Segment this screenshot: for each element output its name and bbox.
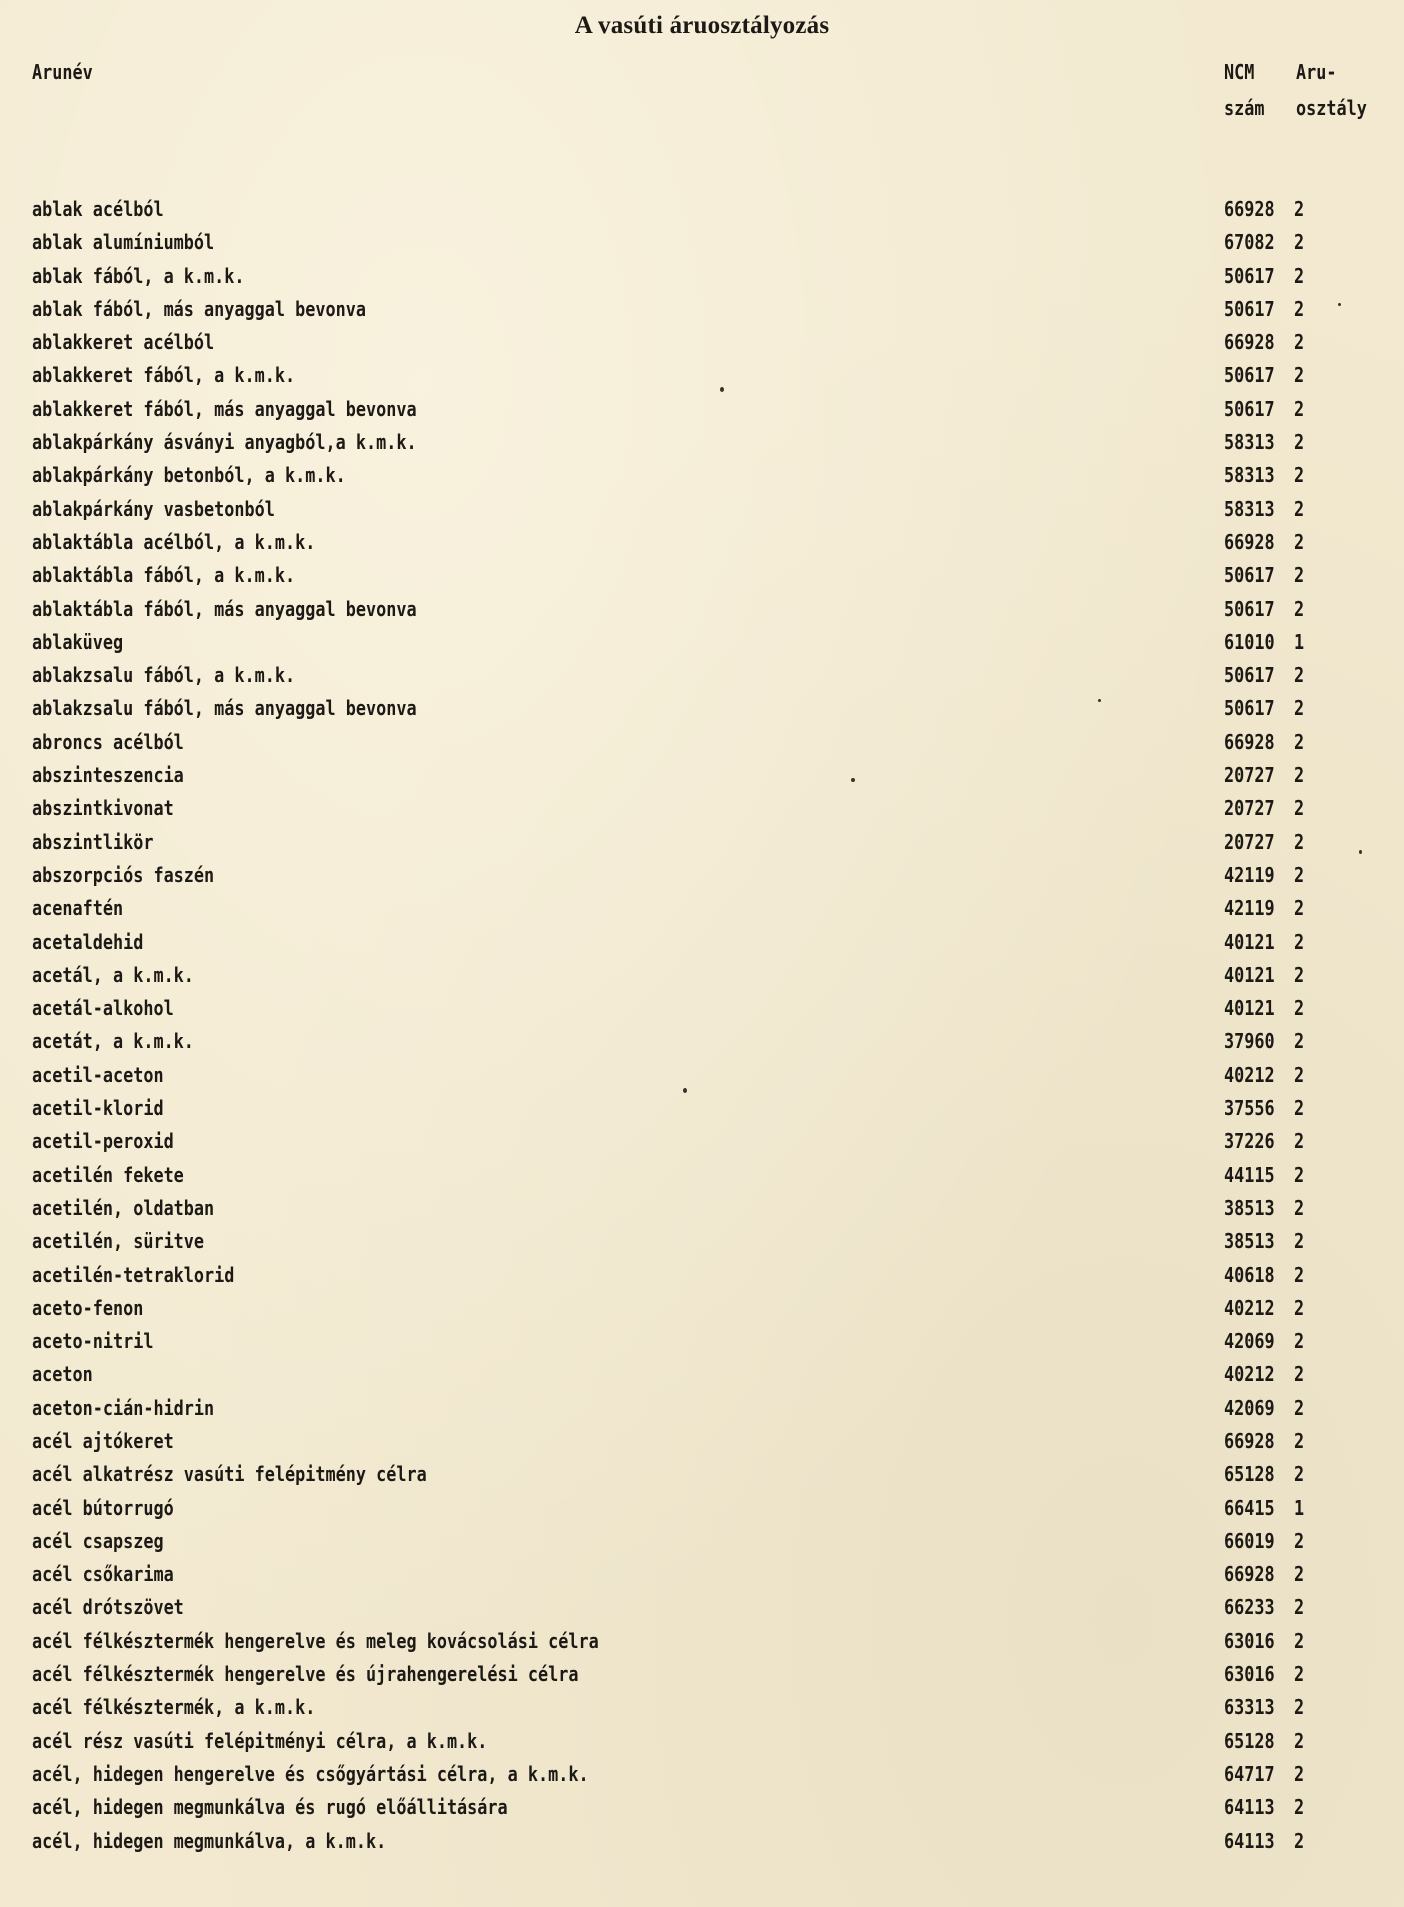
- list-item: [0, 826, 1404, 859]
- goods-name: ablakpárkány betonból, a k.m.k.: [32, 463, 346, 488]
- list-item: [0, 759, 1404, 792]
- goods-class: 2: [1294, 1262, 1305, 1287]
- goods-class: 2: [1294, 1761, 1305, 1786]
- ncm-number: 58313: [1224, 496, 1275, 521]
- print-speck: [1338, 303, 1341, 306]
- goods-class: 2: [1294, 596, 1305, 621]
- goods-class: 2: [1294, 563, 1305, 588]
- print-speck: [1098, 699, 1101, 702]
- goods-name: acetilén, süritve: [32, 1229, 205, 1254]
- goods-name: abszintkivonat: [32, 796, 174, 821]
- goods-name: ablakkeret fából, más anyaggal bevonva: [32, 396, 417, 421]
- goods-class: 2: [1294, 1562, 1305, 1587]
- list-item: [0, 1358, 1404, 1391]
- list-item: [0, 626, 1404, 659]
- ncm-number: 50617: [1224, 696, 1275, 721]
- ncm-number: 65128: [1224, 1728, 1275, 1753]
- list-item: [0, 1425, 1404, 1458]
- goods-name: acél drótszövet: [32, 1595, 184, 1620]
- list-item: [0, 1325, 1404, 1358]
- column-header-ncm-line2: szám: [1224, 96, 1265, 120]
- goods-class: 2: [1294, 729, 1305, 754]
- goods-class: 2: [1294, 1662, 1305, 1687]
- list-item: [0, 1591, 1404, 1624]
- goods-name: ablakkeret fából, a k.m.k.: [32, 363, 296, 388]
- goods-name: acél csapszeg: [32, 1528, 164, 1553]
- goods-name: acél ajtókeret: [32, 1428, 174, 1453]
- goods-class: 2: [1294, 896, 1305, 921]
- list-item: [0, 692, 1404, 725]
- list-item: [0, 493, 1404, 526]
- goods-class: 2: [1294, 1295, 1305, 1320]
- list-item: [0, 992, 1404, 1025]
- ncm-number: 63313: [1224, 1695, 1275, 1720]
- column-header-ncm: NCM: [1224, 60, 1255, 84]
- goods-class: 2: [1294, 496, 1305, 521]
- list-item: [0, 193, 1404, 226]
- ncm-number: 38513: [1224, 1195, 1275, 1220]
- goods-class: 2: [1294, 363, 1305, 388]
- goods-name: ablaktábla acélból, a k.m.k.: [32, 529, 316, 554]
- list-item: [0, 1558, 1404, 1591]
- list-item: [0, 459, 1404, 492]
- goods-name: acetilén, oldatban: [32, 1195, 215, 1220]
- ncm-number: 58313: [1224, 463, 1275, 488]
- ncm-number: 66928: [1224, 330, 1275, 355]
- goods-name: abroncs acélból: [32, 729, 184, 754]
- ncm-number: 40121: [1224, 962, 1275, 987]
- list-item: [0, 226, 1404, 259]
- ncm-number: 67082: [1224, 230, 1275, 255]
- print-speck: [851, 778, 855, 782]
- goods-name: acetilén fekete: [32, 1162, 184, 1187]
- goods-class: 2: [1294, 796, 1305, 821]
- page-title: A vasúti áruosztályozás: [574, 12, 830, 39]
- goods-class: 2: [1294, 1395, 1305, 1420]
- goods-class: 2: [1294, 330, 1305, 355]
- goods-class: 2: [1294, 1462, 1305, 1487]
- goods-class: 2: [1294, 829, 1305, 854]
- ncm-number: 66233: [1224, 1595, 1275, 1620]
- goods-name: ablaktábla fából, más anyaggal bevonva: [32, 596, 417, 621]
- list-item: [0, 659, 1404, 692]
- list-item: [0, 526, 1404, 559]
- ncm-number: 66019: [1224, 1528, 1275, 1553]
- ncm-number: 50617: [1224, 363, 1275, 388]
- goods-name: ablak acélból: [32, 197, 164, 221]
- goods-class: 2: [1294, 929, 1305, 954]
- goods-class: 2: [1294, 1195, 1305, 1220]
- list-item: [0, 859, 1404, 892]
- list-item: [0, 326, 1404, 359]
- goods-name: ablakpárkány vasbetonból: [32, 496, 275, 521]
- list-item: [0, 1492, 1404, 1525]
- goods-class: 2: [1294, 1795, 1305, 1820]
- list-item: [0, 1192, 1404, 1225]
- goods-class: 2: [1294, 296, 1305, 321]
- list-item: [0, 1725, 1404, 1758]
- ncm-number: 44115: [1224, 1162, 1275, 1187]
- list-item: [0, 293, 1404, 326]
- goods-name: acél, hidegen megmunkálva, a k.m.k.: [32, 1828, 387, 1853]
- list-item: [0, 1791, 1404, 1824]
- ncm-number: 66415: [1224, 1495, 1275, 1520]
- ncm-number: 65128: [1224, 1462, 1275, 1487]
- goods-class: 2: [1294, 263, 1305, 288]
- goods-class: 2: [1294, 1362, 1305, 1387]
- goods-class: 2: [1294, 696, 1305, 721]
- list-item: [0, 1392, 1404, 1425]
- ncm-number: 42069: [1224, 1395, 1275, 1420]
- goods-name: acetil-klorid: [32, 1096, 164, 1121]
- goods-class: 2: [1294, 529, 1305, 554]
- ncm-number: 61010: [1224, 629, 1275, 654]
- goods-name: acél félkésztermék hengerelve és meleg kovácsolási célra: [32, 1628, 599, 1653]
- list-item: [0, 792, 1404, 825]
- goods-name: aceto-nitril: [32, 1329, 154, 1354]
- ncm-number: 40212: [1224, 1062, 1275, 1087]
- goods-class: 2: [1294, 1695, 1305, 1720]
- goods-class: 2: [1294, 996, 1305, 1021]
- ncm-number: 37960: [1224, 1029, 1275, 1054]
- goods-class: 2: [1294, 763, 1305, 788]
- goods-name: acetilén-tetraklorid: [32, 1262, 235, 1287]
- goods-name: acél alkatrész vasúti felépitmény célra: [32, 1462, 427, 1487]
- goods-class: 1: [1294, 629, 1305, 654]
- goods-name: ablaküveg: [32, 629, 124, 654]
- ncm-number: 58313: [1224, 430, 1275, 455]
- goods-class: 2: [1294, 1728, 1305, 1753]
- list-item: [0, 1025, 1404, 1058]
- goods-list: [0, 193, 1404, 1858]
- list-item: [0, 1092, 1404, 1125]
- ncm-number: 40212: [1224, 1295, 1275, 1320]
- list-item: [0, 359, 1404, 392]
- goods-class: 2: [1294, 1229, 1305, 1254]
- goods-name: ablakkeret acélból: [32, 330, 215, 355]
- goods-name: acél bútorrugó: [32, 1495, 174, 1520]
- ncm-number: 66928: [1224, 729, 1275, 754]
- goods-name: acetil-peroxid: [32, 1129, 174, 1154]
- list-item: [0, 1625, 1404, 1658]
- ncm-number: 37226: [1224, 1129, 1275, 1154]
- ncm-number: 50617: [1224, 263, 1275, 288]
- list-item: [0, 1658, 1404, 1691]
- goods-name: acél félkésztermék, a k.m.k.: [32, 1695, 316, 1720]
- ncm-number: 50617: [1224, 563, 1275, 588]
- list-item: [0, 393, 1404, 426]
- list-item: [0, 959, 1404, 992]
- ncm-number: 66928: [1224, 1562, 1275, 1587]
- list-item: [0, 1259, 1404, 1292]
- goods-name: ablakzsalu fából, más anyaggal bevonva: [32, 696, 417, 721]
- goods-name: ablakpárkány ásványi anyagból,a k.m.k.: [32, 430, 417, 455]
- ncm-number: 42069: [1224, 1329, 1275, 1354]
- ncm-number: 66928: [1224, 529, 1275, 554]
- goods-name: acél, hidegen hengerelve és csőgyártási célra, a k.m.k.: [32, 1761, 589, 1786]
- ncm-number: 20727: [1224, 763, 1275, 788]
- goods-class: 2: [1294, 862, 1305, 887]
- list-item: [0, 593, 1404, 626]
- ncm-number: 64113: [1224, 1828, 1275, 1853]
- goods-name: acél, hidegen megmunkálva és rugó előállitására: [32, 1795, 508, 1820]
- ncm-number: 63016: [1224, 1662, 1275, 1687]
- goods-class: 2: [1294, 430, 1305, 455]
- ncm-number: 20727: [1224, 796, 1275, 821]
- goods-class: 2: [1294, 463, 1305, 488]
- goods-name: ablak alumíniumból: [32, 230, 215, 255]
- goods-class: 2: [1294, 1428, 1305, 1453]
- goods-class: 2: [1294, 1828, 1305, 1853]
- goods-name: ablaktábla fából, a k.m.k.: [32, 563, 296, 588]
- goods-name: acenaftén: [32, 896, 124, 921]
- goods-name: aceton: [32, 1362, 93, 1387]
- goods-name: acetál-alkohol: [32, 996, 174, 1021]
- ncm-number: 64717: [1224, 1761, 1275, 1786]
- goods-class: 2: [1294, 1129, 1305, 1154]
- goods-name: ablak fából, más anyaggal bevonva: [32, 296, 366, 321]
- goods-name: aceto-fenon: [32, 1295, 144, 1320]
- ncm-number: 64113: [1224, 1795, 1275, 1820]
- list-item: [0, 926, 1404, 959]
- ncm-number: 42119: [1224, 896, 1275, 921]
- list-item: [0, 260, 1404, 293]
- goods-class: 2: [1294, 1029, 1305, 1054]
- goods-name: ablakzsalu fából, a k.m.k.: [32, 663, 296, 688]
- goods-name: acetál, a k.m.k.: [32, 962, 194, 987]
- goods-class: 2: [1294, 1329, 1305, 1354]
- goods-class: 2: [1294, 1096, 1305, 1121]
- goods-class: 2: [1294, 1628, 1305, 1653]
- ncm-number: 40212: [1224, 1362, 1275, 1387]
- list-item: [0, 1225, 1404, 1258]
- column-header-name: Arunév: [32, 60, 93, 84]
- list-item: [0, 1159, 1404, 1192]
- goods-name: abszintlikör: [32, 829, 154, 854]
- list-item: [0, 1525, 1404, 1558]
- print-speck: [720, 387, 724, 392]
- ncm-number: 66928: [1224, 197, 1275, 221]
- goods-name: acetaldehid: [32, 929, 144, 954]
- ncm-number: 50617: [1224, 396, 1275, 421]
- goods-class: 2: [1294, 962, 1305, 987]
- goods-name: aceton-cián-hidrin: [32, 1395, 215, 1420]
- goods-class: 2: [1294, 1528, 1305, 1553]
- column-header-class: Aru-: [1296, 60, 1337, 84]
- list-item: [0, 1758, 1404, 1791]
- ncm-number: 63016: [1224, 1628, 1275, 1653]
- goods-class: 2: [1294, 1162, 1305, 1187]
- goods-name: acetil-aceton: [32, 1062, 164, 1087]
- ncm-number: 40618: [1224, 1262, 1275, 1287]
- list-item: [0, 726, 1404, 759]
- list-item: [0, 1825, 1404, 1858]
- goods-name: acél félkésztermék hengerelve és újrahengerelési célra: [32, 1662, 579, 1687]
- goods-name: abszorpciós faszén: [32, 862, 215, 887]
- ncm-number: 50617: [1224, 596, 1275, 621]
- goods-class: 2: [1294, 663, 1305, 688]
- goods-name: acél csőkarima: [32, 1562, 174, 1587]
- print-speck: [683, 1088, 687, 1093]
- ncm-number: 40121: [1224, 996, 1275, 1021]
- column-header-class-line2: osztály: [1296, 96, 1367, 120]
- goods-name: acetát, a k.m.k.: [32, 1029, 194, 1054]
- goods-name: ablak fából, a k.m.k.: [32, 263, 245, 288]
- list-item: [0, 1458, 1404, 1491]
- ncm-number: 66928: [1224, 1428, 1275, 1453]
- ncm-number: 37556: [1224, 1096, 1275, 1121]
- ncm-number: 20727: [1224, 829, 1275, 854]
- print-speck: [1359, 850, 1362, 854]
- list-item: [0, 1292, 1404, 1325]
- goods-class: 2: [1294, 197, 1305, 221]
- goods-class: 1: [1294, 1495, 1305, 1520]
- ncm-number: 38513: [1224, 1229, 1275, 1254]
- list-item: [0, 1125, 1404, 1158]
- list-item: [0, 1059, 1404, 1092]
- list-item: [0, 892, 1404, 925]
- ncm-number: 42119: [1224, 862, 1275, 887]
- goods-class: 2: [1294, 396, 1305, 421]
- goods-name: acél rész vasúti felépitményi célra, a k.m.k.: [32, 1728, 488, 1753]
- ncm-number: 50617: [1224, 663, 1275, 688]
- goods-class: 2: [1294, 1595, 1305, 1620]
- list-item: [0, 426, 1404, 459]
- goods-class: 2: [1294, 1062, 1305, 1087]
- list-item: [0, 1691, 1404, 1724]
- goods-name: abszinteszencia: [32, 763, 184, 788]
- ncm-number: 40121: [1224, 929, 1275, 954]
- ncm-number: 50617: [1224, 296, 1275, 321]
- goods-class: 2: [1294, 230, 1305, 255]
- list-item: [0, 559, 1404, 592]
